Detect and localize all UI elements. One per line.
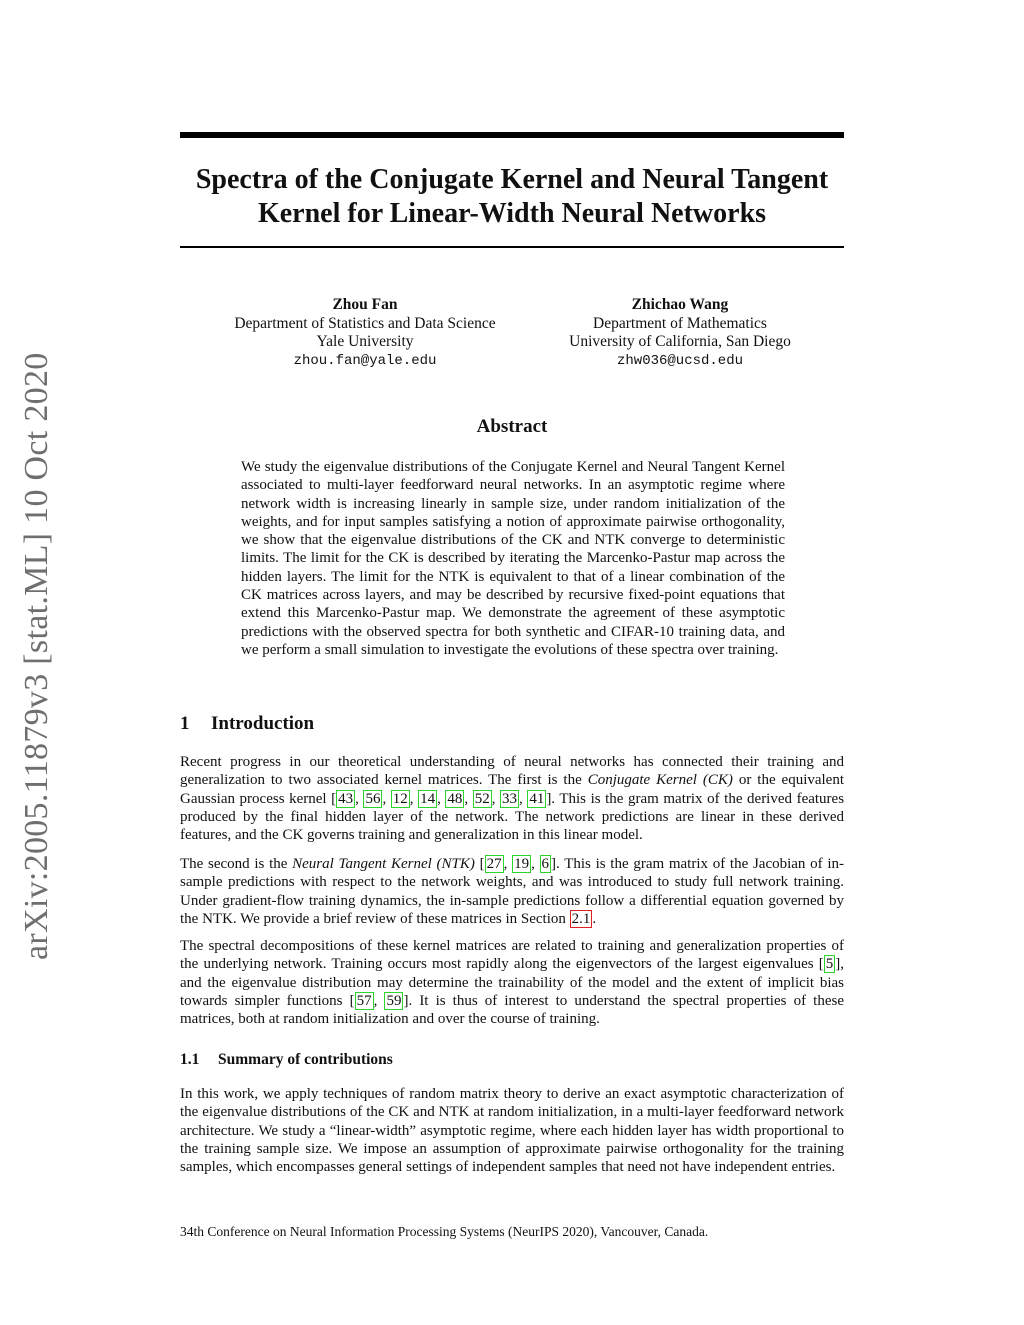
- title-rule-top: [180, 132, 844, 138]
- citation-link[interactable]: 59: [386, 992, 402, 1009]
- intro-paragraph-1: Recent progress in our theoretical understanding of neural networks has connected their training and generalization to two associated kernel matrices. The first is the Conjugate Kernel (CK) or the equivalent Gaussian process kernel [ 43 , 56 , 12 , 14 , 48 , 52 , 33 , 41 ]. This is the gram matrix of the derived features produced by the final hidden layer of the network. The network predictions are linear in these derived features, and the CK governs training and generalization in this linear model.: [180, 754, 845, 844]
- citation-link[interactable]: 43: [338, 790, 354, 807]
- title-line-2: Kernel for Linear-Width Neural Networks: [257, 198, 767, 229]
- section-heading-introduction: [180, 713, 314, 735]
- arxiv-side-stamp: arXiv:2005.11879v3 [stat.ML] 10 Oct 2020: [18, 352, 55, 960]
- subsection-title: Summary of contributions: [218, 1051, 393, 1068]
- paper-title: [180, 163, 844, 231]
- citation-link[interactable]: 48: [447, 790, 463, 807]
- conference-footnote: 34th Conference on Neural Information Processing Systems (NeurIPS 2020), Vancouver, Canada.: [180, 1224, 709, 1239]
- citation-link[interactable]: 12: [392, 790, 408, 807]
- citation-link[interactable]: 19: [514, 856, 530, 872]
- citation-link[interactable]: 56: [365, 790, 381, 807]
- term-conjugate-kernel: Conjugate Kernel (CK): [587, 772, 733, 789]
- contributions-paragraph: In this work, we apply techniques of random matrix theory to derive an exact asymptotic characterization of the eigenvalue distributions of the CK and NTK at random initialization, in a multi-layer feedforward network architecture. We study a “linear-width” asymptotic regime, where each hidden layer has width proportional to the training sample size. We impose an assumption of approximate pairwise orthogonality for the training samples, which encompasses general settings of independent samples that need not have independent entries.: [180, 1086, 844, 1176]
- term-neural-tangent-kernel: Neural Tangent Kernel (NTK): [292, 856, 475, 872]
- abstract-heading: Abstract: [476, 416, 548, 437]
- citation-link[interactable]: 5: [825, 956, 834, 973]
- citation-link[interactable]: 52: [474, 790, 490, 807]
- author-email[interactable]: zhw036@ucsd.edu: [616, 352, 744, 369]
- citation-link[interactable]: 14: [420, 790, 436, 807]
- section-reference-link[interactable]: 2.1: [571, 910, 591, 927]
- author-department: Department of Mathematics: [593, 314, 767, 332]
- subsection-heading-summary: [180, 1051, 393, 1069]
- author-email[interactable]: zhou.fan@yale.edu: [293, 352, 437, 369]
- author-department: Department of Statistics and Data Science: [234, 314, 496, 332]
- author-name: Zhou Fan: [332, 296, 398, 313]
- author-institution: University of California, San Diego: [569, 333, 791, 350]
- citation-link[interactable]: 57: [356, 992, 372, 1009]
- title-rule-bottom: [180, 246, 844, 248]
- citation-link[interactable]: 6: [541, 856, 550, 872]
- author-institution: Yale University: [316, 333, 414, 350]
- subsection-number: 1.1: [180, 1051, 200, 1068]
- abstract-body: We study the eigenvalue distributions of the Conjugate Kernel and Neural Tangent Kernel associated to multi-layer feedforward neural networks. In an asymptotic regime where network width is increasing linearly in sample size, under random initialization of the weights, and for input samples satisfying a notion of approximate pairwise orthogonality, we show that the eigenvalue distributions of the CK and NTK converge to deterministic limits. The limit for the CK is described by iterating the Marcenko-Pastur map across the hidden layers. The limit for the NTK is equivalent to that of a linear combination of the CK matrices across layers, and may be described by recursive fixed-point equations that extend this Marcenko-Pastur map. We demonstrate the agreement of these asymptotic predictions with the observed spectra for both synthetic and CIFAR-10 training data, and we perform a small simulation to investigate the evolutions of these spectra over training.: [241, 459, 785, 658]
- section-number: 1: [180, 713, 190, 734]
- citation-link[interactable]: 33: [502, 790, 517, 807]
- intro-paragraph-2: The second is the Neural Tangent Kernel (NTK) [ 27 , 19 , 6 ]. This is the gram matrix of the Jacobian of in-sample predictions with respect to the network weights, and was introduced to study full network training. Under gradient-flow training dynamics, the in-sample predictions follow a differential equation governed by the NTK. We provide a brief review of these matrices in Section 2.1 .: [180, 856, 845, 927]
- section-title: Introduction: [211, 713, 315, 734]
- citation-link[interactable]: 41: [529, 790, 545, 807]
- title-line-1: Spectra of the Conjugate Kernel and Neural Tangent: [195, 164, 829, 195]
- author-block-1: [205, 296, 525, 370]
- intro-paragraph-3: The spectral decompositions of these kernel matrices are related to training and generalization properties of the underlying network. Training occurs most rapidly along the eigenvectors of the largest eigenvalues [ 5 ], and the eigenvalue distribution may determine the trainability of the model and the extent of implicit bias towards simpler functions [ 57 , 59 ]. It is thus of interest to understand the spectral properties of these matrices, both at random initialization and over the course of training.: [180, 938, 844, 1028]
- citation-link[interactable]: 27: [486, 856, 502, 872]
- author-name: Zhichao Wang: [631, 296, 729, 313]
- author-block-2: [540, 296, 820, 370]
